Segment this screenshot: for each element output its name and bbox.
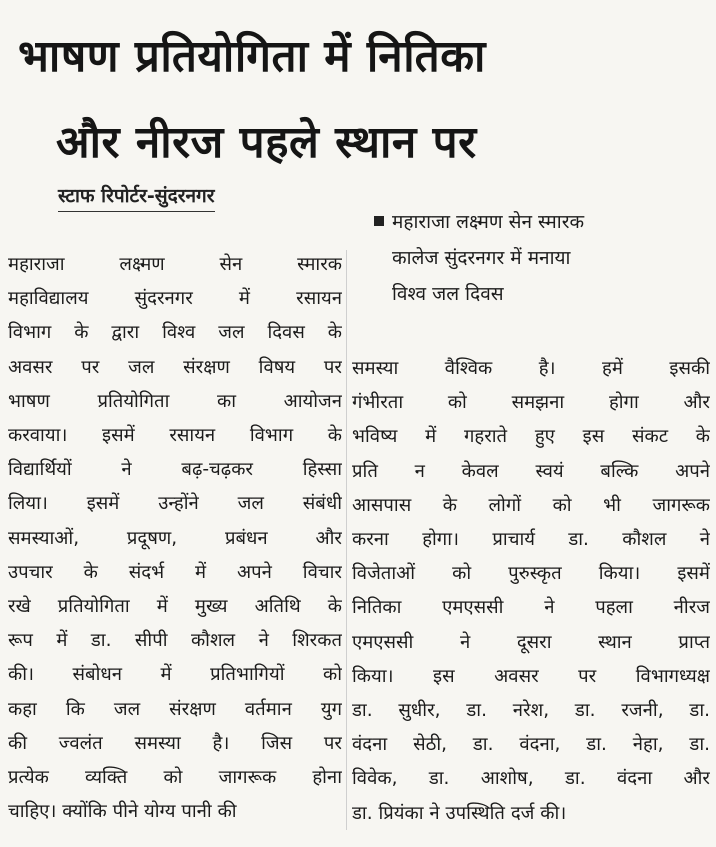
highlight-box [374,204,694,312]
headline-line-1: भाषण प्रतियोगिता में नितिका [18,31,486,82]
text-line: विभाग के द्वारा विश्व जल दिवस के [8,322,342,344]
text-line: समस्याओं, प्रदूषण, प्रबंधन और [8,527,342,549]
text-line: करवाया। इसमें रसायन विभाग के [8,425,342,447]
text-line: एमएससी ने दूसरा स्थान प्राप्त [352,631,710,653]
text-line: नितिका एमएससी ने पहला नीरज [352,597,710,619]
text-line: भविष्य में गहराते हुए इस संकट के [352,426,710,448]
highlight-line: महाराजा लक्ष्मण सेन स्मारक [374,204,694,240]
text-line: कहा कि जल संरक्षण वर्तमान युग [8,698,342,720]
right-column [352,352,710,831]
text-line: प्रत्येक व्यक्ति को जागरूक होना [8,767,342,789]
byline: स्टाफ रिपोर्टर-सुंदरनगर [58,182,215,212]
text-line: महाविद्यालय सुंदरनगर में रसायन [8,288,342,310]
text-line: उपचार के संदर्भ में अपने विचार [8,561,342,583]
text-line: किया। इस अवसर पर विभागध्यक्ष [352,665,710,687]
text-line: की ज्वलंत समस्या है। जिस पर [8,732,342,754]
bullet-icon [374,216,384,226]
highlight-line: कालेज सुंदरनगर में मनाया [392,247,571,269]
text-line: गंभीरता को समझना होगा और [352,392,710,414]
headline-line-2: और नीरज पहले स्थान पर [56,117,477,168]
text-line: प्रति न केवल स्वयं बल्कि अपने [352,460,710,482]
left-column [8,248,342,829]
headline [18,14,708,186]
text-line: रखे प्रतियोगिता में मुख्य अतिथि के [8,596,342,618]
text-line: समस्या वैश्विक है। हमें इसकी [352,358,710,379]
text-line: विद्यार्थियों ने बढ़-चढ़कर हिस्सा [8,459,342,481]
text-line: रूप में डा. सीपी कौशल ने शिरकत [8,630,342,652]
text-line: आसपास के लोगों को भी जागरूक [352,494,710,516]
text-line: डा. प्रियंका ने उपस्थिति दर्ज की। [352,802,567,824]
text-line: चाहिए। क्योंकि पीने योग्य पानी की [8,801,237,823]
text-line: भाषण प्रतियोगिता का आयोजन [8,390,342,412]
text-line: विवेक, डा. आशोष, डा. वंदना और [352,768,710,790]
text-line: विजेताओं को पुरुस्कृत किया। इसमें [352,563,710,585]
text-line: वंदना सेठी, डा. वंदना, डा. नेहा, डा. [352,734,710,756]
text-line: करना होगा। प्राचार्य डा. कौशल ने [352,529,710,551]
text-line: लिया। इसमें उन्होंने जल संबंधी [8,493,342,515]
text-line: डा. सुधीर, डा. नरेश, डा. रजनी, डा. [352,700,710,722]
text-line: महाराजा लक्ष्मण सेन स्मारक [8,254,342,275]
text-line: अवसर पर जल संरक्षण विषय पर [8,356,342,378]
column-divider [346,250,347,830]
highlight-line: विश्व जल दिवस [392,283,504,305]
text-line: की। संबोधन में प्रतिभागियों को [8,664,342,686]
